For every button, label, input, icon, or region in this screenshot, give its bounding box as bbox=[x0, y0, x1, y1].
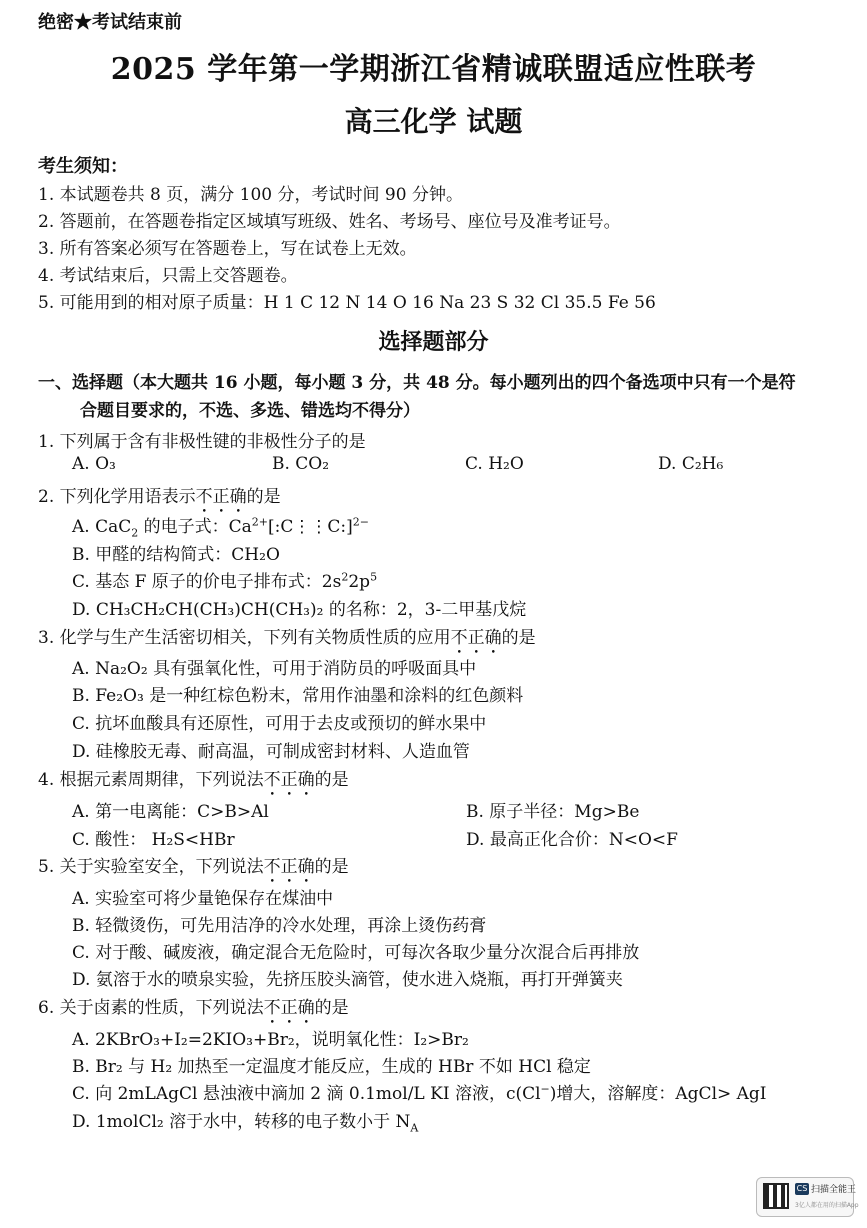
q6-option-a: A. 2KBrO₃+I₂=2KIO₃+Br₂，说明氧化性：I₂>Br₂ bbox=[72, 1030, 469, 1050]
q4-option-c: C. 酸性： H₂S<HBr bbox=[72, 830, 235, 850]
q5-option-c: C. 对于酸、碱废液，确定混合无危险时，可每次各取少量分次混合后再排放 bbox=[72, 943, 640, 963]
q3-option-b: B. Fe₂O₃ 是一种红棕色粉末，常用作油墨和涂料的红色颜料 bbox=[72, 686, 524, 706]
question-1-stem: 1. 下列属于含有非极性键的非极性分子的是 bbox=[38, 432, 366, 452]
q2-option-a: A. CaC$_2$ 的电子式：$Ca^{2+}[:C⋮⋮C:]^{2-}$ bbox=[72, 515, 369, 540]
part-heading-cont: 合题目要求的，不选、多选、错选均不得分） bbox=[80, 401, 420, 421]
notice-item: 5. 可能用到的相对原子质量：H 1 C 12 N 14 O 16 Na 23 S 32 Cl 35.5 Fe 56 bbox=[38, 293, 656, 313]
emphasis-text: 不正确 bbox=[450, 628, 502, 648]
q3-option-c: C. 抗坏血酸具有还原性，可用于去皮或预切的鲜水果中 bbox=[72, 714, 487, 734]
question-6-stem: 6. 关于卤素的性质，下列说法不正确的是 bbox=[38, 998, 349, 1018]
question-5-stem: 5. 关于实验室安全，下列说法不正确的是 bbox=[38, 857, 349, 877]
question-2-stem: 2. 下列化学用语表示不正确的是 bbox=[38, 487, 281, 507]
exam-title: 2025 学年第一学期浙江省精诚联盟适应性联考 bbox=[110, 52, 757, 87]
section-title: 选择题部分 bbox=[378, 329, 489, 355]
q5-option-a: A. 实验室可将少量铯保存在煤油中 bbox=[72, 889, 334, 909]
q3-option-d: D. 硅橡胶无毒、耐高温，可制成密封材料、人造血管 bbox=[72, 742, 470, 762]
q2-option-d: D. CH₃CH₂CH(CH₃)CH(CH₃)₂ 的名称：2，3-二甲基戊烷 bbox=[72, 600, 527, 620]
part-heading: 一、选择题（本大题共 16 小题，每小题 3 分，共 48 分。每小题列出的四个备选项中只有一个是符 bbox=[38, 373, 796, 393]
notice-heading: 考生须知： bbox=[38, 156, 128, 177]
scanner-tagline: 3亿人都在用的扫描App bbox=[795, 1202, 859, 1209]
emphasis-text: 不正确 bbox=[195, 487, 247, 507]
emphasis-text: 不正确 bbox=[263, 770, 315, 790]
question-4-stem: 4. 根据元素周期律，下列说法不正确的是 bbox=[38, 770, 349, 790]
emphasis-text: 不正确 bbox=[263, 998, 315, 1018]
exam-subtitle: 高三化学 试题 bbox=[344, 105, 523, 138]
notice-item: 2. 答题前，在答题卷指定区域填写班级、姓名、考场号、座位号及准考证号。 bbox=[38, 212, 621, 232]
question-3-stem: 3. 化学与生产生活密切相关，下列有关物质性质的应用不正确的是 bbox=[38, 628, 536, 648]
q4-option-b: B. 原子半径：Mg>Be bbox=[466, 802, 640, 822]
notice-item: 1. 本试题卷共 8 页，满分 100 分，考试时间 90 分钟。 bbox=[38, 185, 463, 205]
q6-option-b: B. Br₂ 与 H₂ 加热至一定温度才能反应，生成的 HBr 不如 HCl 稳定 bbox=[72, 1057, 591, 1077]
secret-note: 绝密★考试结束前 bbox=[38, 12, 182, 33]
notice-item: 3. 所有答案必须写在答题卷上，写在试卷上无效。 bbox=[38, 239, 417, 259]
q1-option-a: A. O₃ bbox=[72, 454, 116, 474]
q4-option-d: D. 最高正化合价：N<O<F bbox=[466, 830, 678, 850]
q1-option-c: C. H₂O bbox=[465, 454, 524, 474]
q2-option-b: B. 甲醛的结构简式：CH₂O bbox=[72, 545, 280, 565]
q2-option-c: C. 基态 F 原子的价电子排布式：$2s^22p^5$ bbox=[72, 570, 378, 592]
q5-option-d: D. 氨溶于水的喷泉实验，先挤压胶头滴管，使水进入烧瓶，再打开弹簧夹 bbox=[72, 970, 623, 990]
qr-code-icon bbox=[763, 1183, 789, 1209]
q4-option-a: A. 第一电离能：C>B>Al bbox=[72, 802, 269, 822]
q1-option-d: D. C₂H₆ bbox=[658, 454, 724, 474]
q5-option-b: B. 轻微烫伤，可先用洁净的冷水处理，再涂上烫伤药膏 bbox=[72, 916, 487, 936]
scanner-watermark bbox=[756, 1177, 859, 1217]
q3-option-a: A. Na₂O₂ 具有强氧化性，可用于消防员的呼吸面具中 bbox=[72, 659, 477, 679]
q1-option-b: B. CO₂ bbox=[272, 454, 330, 474]
notice-item: 4. 考试结束后，只需上交答题卷。 bbox=[38, 266, 298, 286]
q6-option-d: D. 1molCl₂ 溶于水中，转移的电子数小于 $N_A$ bbox=[72, 1112, 419, 1135]
cs-logo-icon: CS bbox=[796, 1184, 808, 1193]
scanner-app-name: 扫描全能王 bbox=[811, 1185, 857, 1195]
q6-option-c: C. 向 2mLAgCl 悬浊液中滴加 2 滴 0.1mol/L KI 溶液，c(Cl−)增大，溶解度：AgCl> AgI bbox=[72, 1082, 767, 1104]
emphasis-text: 不正确 bbox=[263, 857, 315, 877]
